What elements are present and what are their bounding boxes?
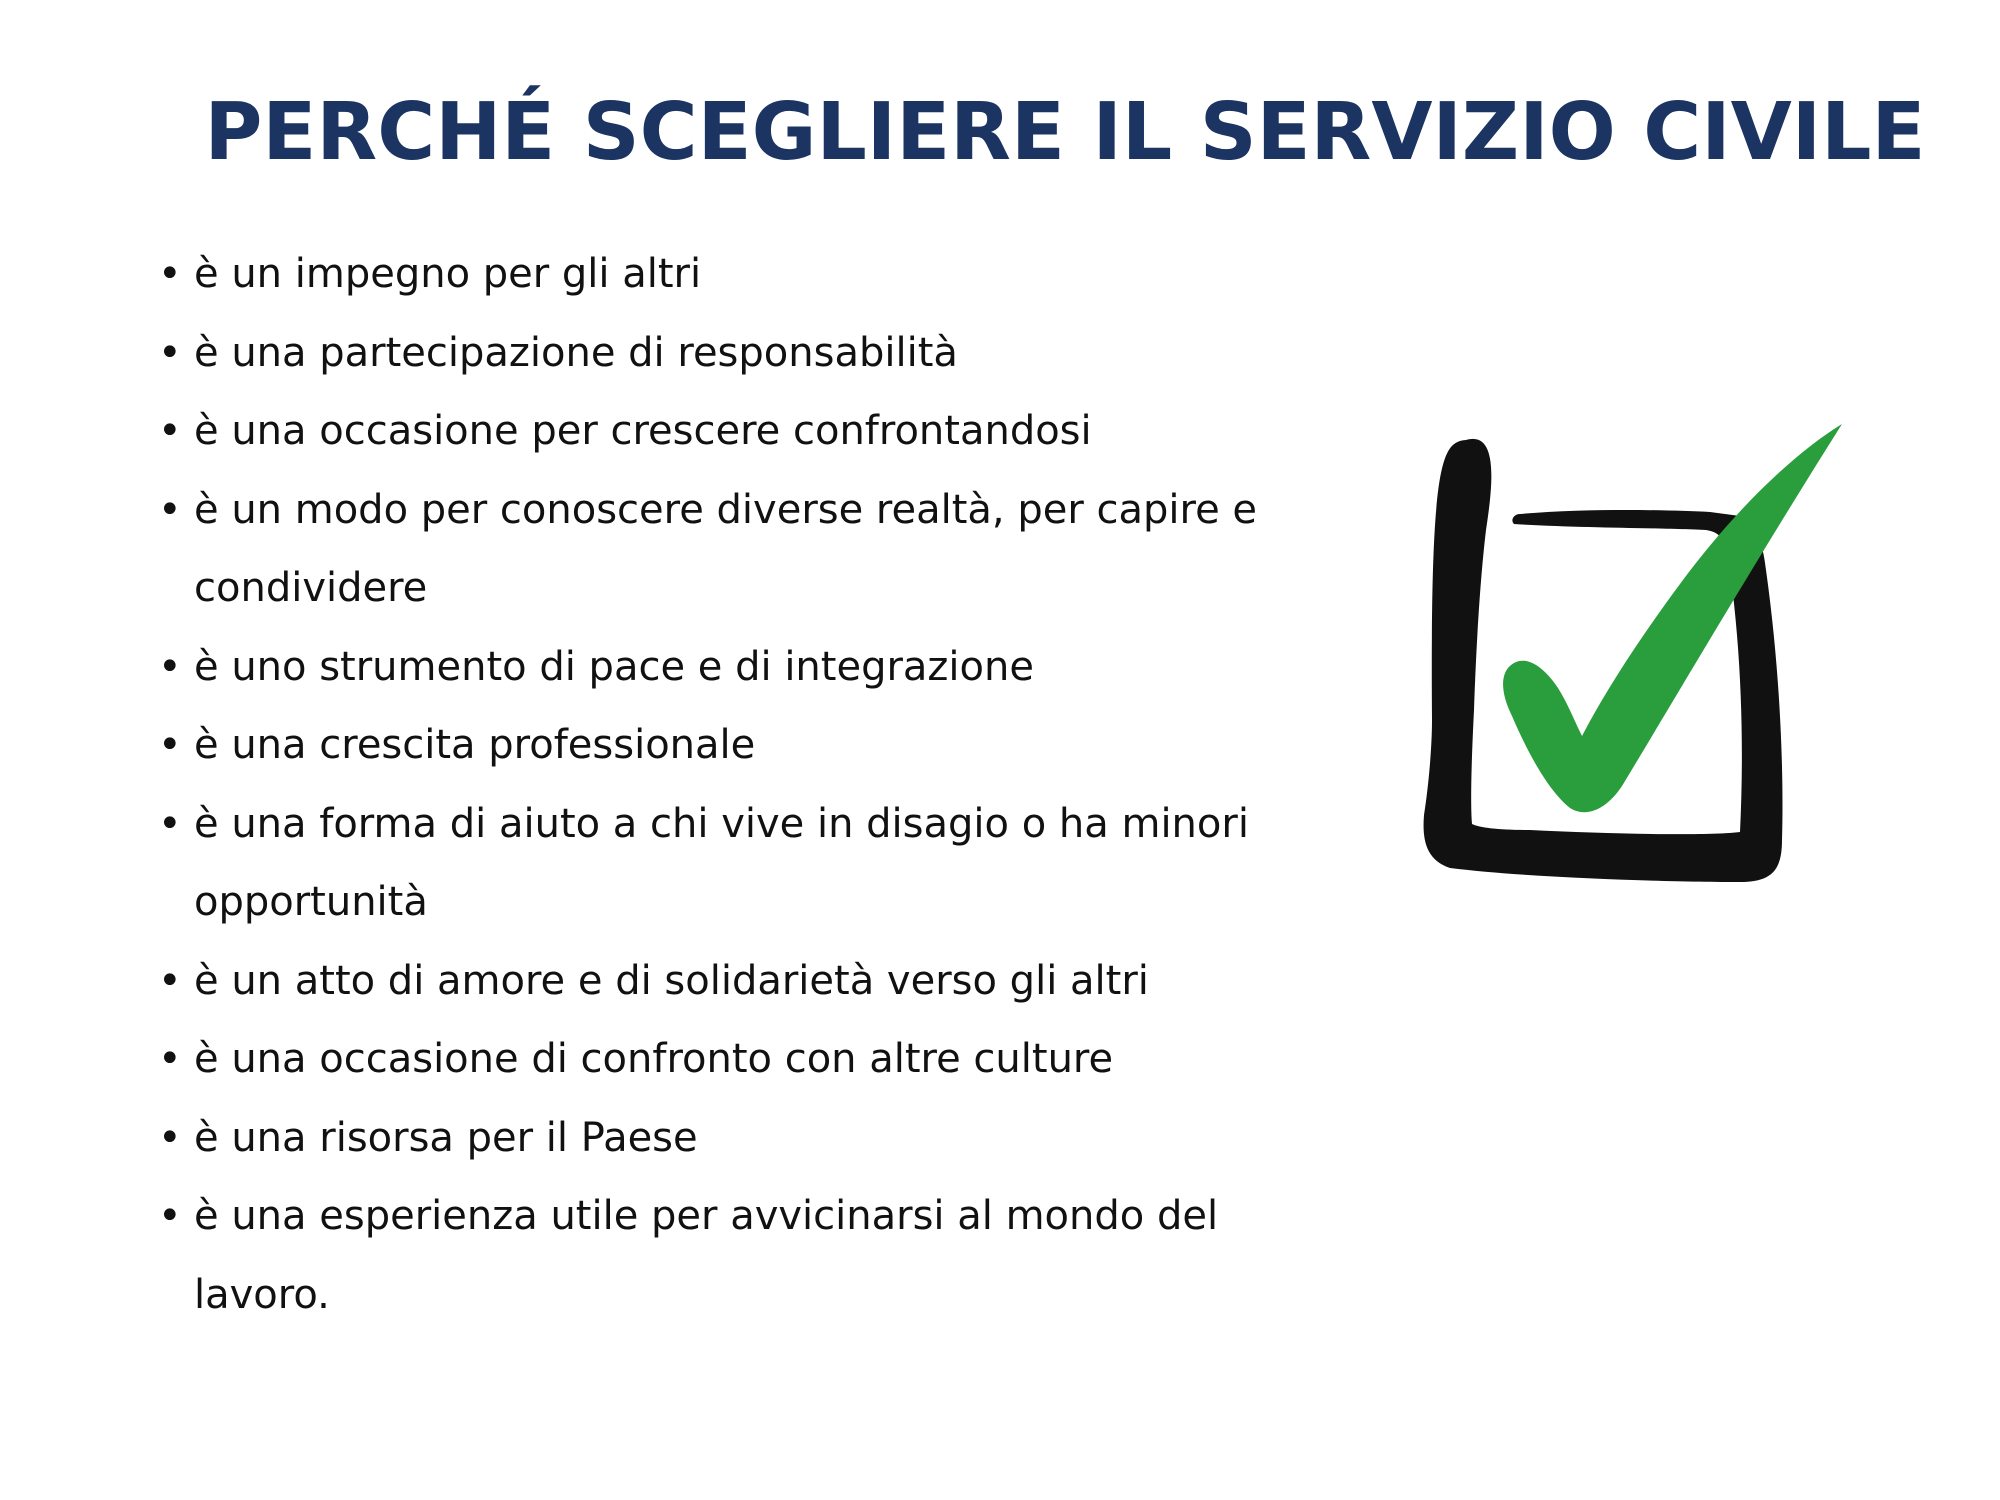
reason-text: è un impegno per gli altri (194, 251, 702, 297)
bullet-icon: • (158, 329, 182, 376)
list-item (158, 706, 1318, 785)
list-item (158, 1099, 1318, 1178)
list-item (158, 1020, 1318, 1099)
checked-checkbox-icon (1410, 420, 1850, 890)
reason-text: è un modo per conoscere diverse realtà, per capire e condividere (194, 486, 1258, 611)
reason-text: è una risorsa per il Paese (194, 1114, 698, 1161)
bullet-icon: • (158, 486, 182, 533)
list-item (158, 1177, 1318, 1334)
bullet-icon: • (158, 800, 182, 847)
reason-text: è una forma di aiuto a chi vive in disagio o ha minori opportunità (194, 800, 1249, 925)
bullet-icon: • (158, 1193, 182, 1239)
reason-text: è uno strumento di pace e di integrazione (194, 643, 1034, 690)
bullet-icon: • (158, 1114, 182, 1161)
list-item (158, 628, 1318, 707)
list-item (158, 235, 1318, 314)
reason-text: è una esperienza utile per avvicinarsi al mondo del lavoro. (194, 1193, 1219, 1318)
bullet-icon: • (158, 408, 182, 454)
bullet-icon: • (158, 251, 182, 297)
bullet-icon: • (158, 1036, 182, 1082)
checkbox-outline (1424, 439, 1783, 882)
reason-text: è una occasione per crescere confrontandosi (194, 408, 1092, 454)
list-item (158, 392, 1318, 471)
reason-text: è una partecipazione di responsabilità (194, 329, 958, 376)
bullet-icon: • (158, 957, 182, 1004)
reasons-list (158, 235, 1318, 1334)
list-item (158, 471, 1318, 628)
bullet-icon: • (158, 643, 182, 690)
list-item (158, 785, 1318, 942)
list-item (158, 314, 1318, 393)
reason-text: è una occasione di confronto con altre culture (194, 1036, 1114, 1082)
bullet-icon: • (158, 722, 182, 768)
reason-text: è un atto di amore e di solidarietà verso gli altri (194, 957, 1149, 1004)
list-item (158, 942, 1318, 1021)
reason-text: è una crescita professionale (194, 722, 756, 768)
checkmark (1503, 424, 1842, 812)
page-title: PERCHÉ SCEGLIERE IL SERVIZIO CIVILE (204, 86, 1926, 178)
